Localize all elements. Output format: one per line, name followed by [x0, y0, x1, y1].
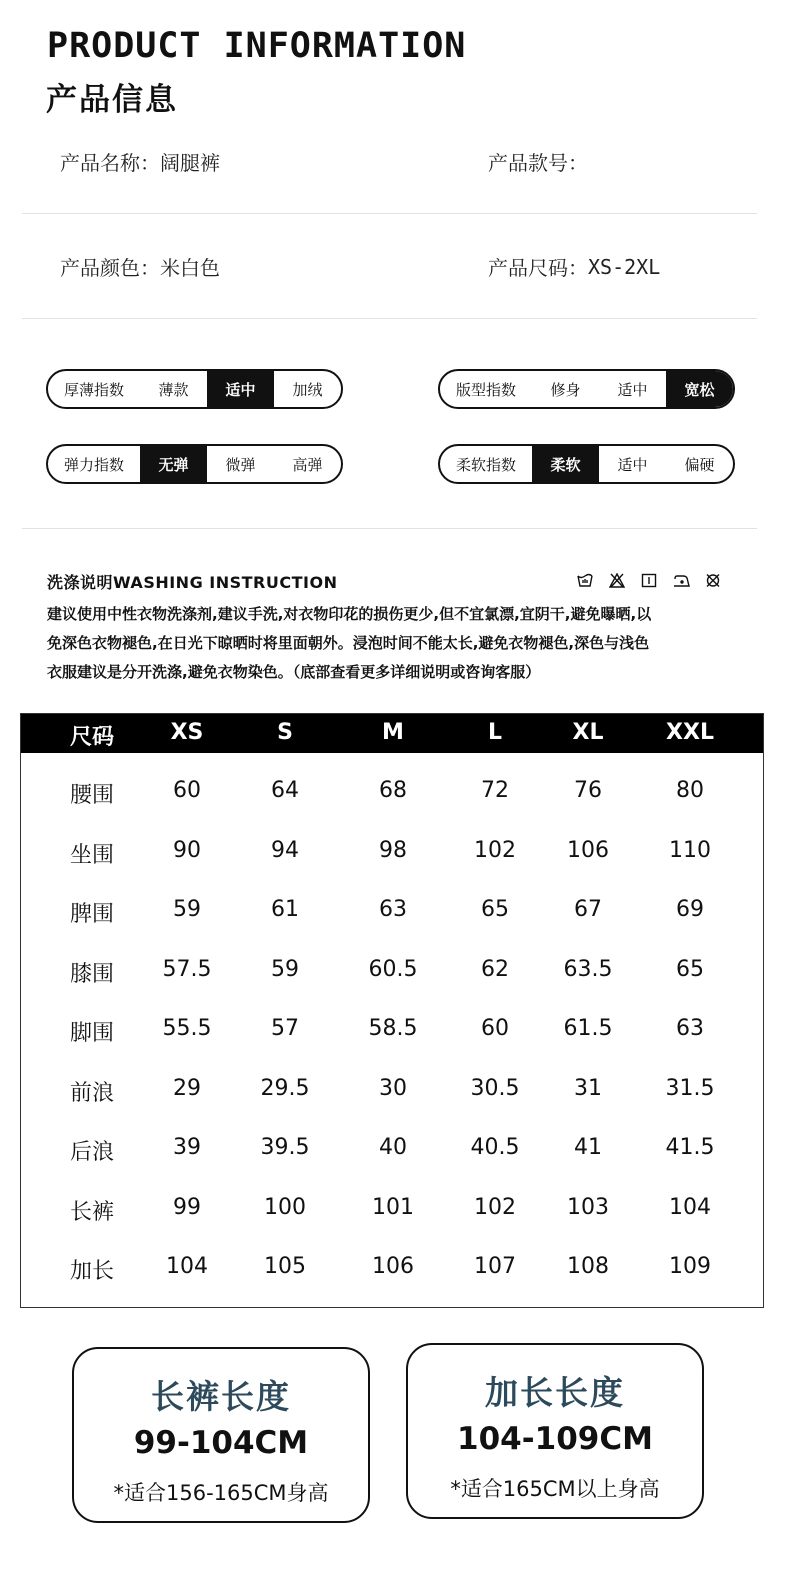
no-dry-clean-icon: [704, 571, 722, 589]
elasticity-option-none: 无弹: [140, 446, 207, 482]
product-color-label: 产品颜色：: [60, 256, 160, 280]
washing-line: 建议使用中性衣物洗涤剂,建议手洗,对衣物印花的损伤更少,但不宜氯漂,宜阴干,避免曝晒,以: [47, 605, 652, 623]
regular-length-title: 长裤长度: [151, 1377, 291, 1416]
softness-index-label: 柔软指数: [455, 455, 516, 474]
measurement-value: 102: [474, 1194, 516, 1220]
product-name-value: 阔腿裤: [160, 151, 220, 175]
measurement-name: 坐围: [69, 842, 114, 868]
softness-option-soft: 柔软: [532, 446, 599, 482]
measurement-value: 110: [669, 837, 711, 863]
washing-title: 洗涤说明WASHING INSTRUCTION: [47, 573, 338, 592]
measurement-value: 59: [173, 897, 201, 922]
measurement-value: 55.5: [162, 1016, 212, 1041]
section-divider: [22, 528, 757, 529]
measurement-name: 后浪: [69, 1140, 114, 1165]
measurement-value: 63: [379, 897, 407, 922]
no-bleach-icon: [608, 571, 626, 589]
size-table-header: [21, 714, 763, 753]
measurement-value: 108: [567, 1254, 609, 1279]
measurement-value: 101: [372, 1194, 414, 1220]
product-size-label: 产品尺码：: [488, 256, 588, 280]
measurement-value: 72: [481, 778, 509, 803]
size-header-s: S: [277, 720, 293, 745]
measurement-name: 脚围: [69, 1021, 114, 1046]
measurement-value: 39: [173, 1135, 201, 1160]
product-color-value: 米白色: [160, 256, 220, 280]
measurement-value: 68: [379, 778, 407, 803]
measurement-value: 39.5: [260, 1135, 310, 1160]
measurement-value: 61.5: [563, 1016, 613, 1041]
extended-length-card: [406, 1343, 704, 1519]
measurement-value: 59: [271, 956, 299, 982]
measurement-name: 前浪: [69, 1080, 114, 1106]
measurement-value: 60: [173, 778, 201, 803]
iron-icon: [672, 571, 690, 589]
size-header-xxl: XXL: [666, 720, 714, 745]
measurement-name: 长裤: [69, 1199, 114, 1225]
measurement-value: 106: [567, 837, 609, 863]
measurement-value: 104: [669, 1194, 711, 1220]
extended-length-range: 104-109CM: [457, 1421, 653, 1457]
measurement-value: 90: [173, 837, 201, 863]
measurement-value: 40.5: [470, 1135, 520, 1160]
title-cn: 产品信息: [46, 82, 178, 118]
elasticity-index-label: 弹力指数: [63, 455, 124, 474]
measurement-name: 膝围: [69, 961, 114, 987]
measurement-value: 64: [271, 778, 299, 803]
measurement-value: 57: [271, 1016, 299, 1041]
measurement-value: 102: [474, 837, 516, 863]
size-header-l: L: [487, 720, 503, 745]
thickness-index-label: 厚薄指数: [63, 380, 124, 399]
product-model: [488, 110, 588, 213]
extended-length-title: 加长长度: [485, 1373, 625, 1412]
washing-line: 免深色衣物褪色,在日光下晾晒时将里面朝外。浸泡时间不能太长,避免衣物褪色,深色与浅色: [47, 634, 650, 652]
washing-text: [47, 600, 747, 687]
measurement-value: 41.5: [665, 1135, 715, 1160]
measurement-value: 63.5: [563, 956, 613, 982]
measurement-value: 60.5: [368, 956, 418, 982]
measurement-value: 103: [567, 1194, 609, 1220]
title-en: PRODUCT INFORMATION: [47, 26, 467, 66]
product-size: [488, 215, 660, 318]
measurement-value: 31: [574, 1075, 602, 1101]
elasticity-option-slight: 微弹: [225, 455, 256, 474]
thickness-option-fleece: 加绒: [292, 380, 323, 399]
measurement-value: 104: [166, 1254, 208, 1279]
regular-length-range: 99-104CM: [133, 1425, 309, 1461]
elasticity-index: [46, 444, 343, 484]
softness-option-hard: 偏硬: [684, 455, 715, 474]
measurement-value: 65: [481, 897, 509, 922]
softness-index: [438, 444, 735, 484]
measurement-value: 94: [271, 837, 299, 863]
thickness-index: [46, 369, 343, 409]
measurement-value: 105: [264, 1254, 306, 1279]
tumble-dry-icon: [640, 571, 658, 589]
measurement-value: 67: [574, 897, 602, 922]
measurement-value: 80: [676, 778, 704, 803]
product-model-label: 产品款号：: [488, 151, 588, 175]
fit-option-loose: 宽松: [666, 371, 733, 407]
measurement-name: 加长: [69, 1259, 114, 1284]
measurement-value: 100: [264, 1194, 306, 1220]
measurement-value: 69: [676, 897, 704, 922]
thickness-option-thin: 薄款: [158, 380, 189, 399]
info-row-1: [22, 110, 757, 214]
measurement-value: 41: [574, 1135, 602, 1160]
measurement-value: 63: [676, 1016, 704, 1041]
info-row-2: [22, 215, 757, 319]
hand-wash-icon: [576, 571, 594, 589]
washing-icons: [576, 571, 722, 589]
softness-option-medium: 适中: [617, 455, 648, 474]
measurement-value: 31.5: [665, 1075, 715, 1101]
size-header-xl: XL: [572, 720, 604, 745]
fit-index: [438, 369, 735, 409]
product-name-label: 产品名称：: [60, 151, 160, 175]
size-table: [20, 713, 764, 1308]
measurement-value: 109: [669, 1254, 711, 1279]
measurement-value: 98: [379, 837, 407, 863]
regular-length-note: *适合156-165CM身高: [113, 1481, 329, 1505]
measurement-value: 62: [481, 956, 509, 982]
size-header-m: M: [382, 720, 404, 745]
measurement-value: 65: [676, 956, 704, 982]
extended-length-note: *适合165CM以上身高: [450, 1477, 660, 1501]
measurement-value: 30: [379, 1075, 407, 1101]
washing-line: 衣服建议是分开洗涤,避免衣物染色。（底部查看更多详细说明或咨询客服）: [47, 663, 541, 681]
fit-option-slim: 修身: [550, 380, 581, 399]
product-color: [60, 215, 220, 318]
measurement-value: 107: [474, 1254, 516, 1279]
measurement-value: 29.5: [260, 1075, 310, 1101]
measurement-name: 脾围: [69, 902, 114, 927]
measurement-value: 29: [173, 1075, 201, 1101]
measurement-value: 57.5: [162, 956, 212, 982]
measurement-value: 99: [173, 1194, 201, 1220]
measurement-value: 40: [379, 1135, 407, 1160]
size-header-xs: XS: [170, 720, 204, 745]
regular-length-card: [72, 1347, 370, 1523]
fit-index-label: 版型指数: [455, 380, 516, 399]
elasticity-option-high: 高弹: [292, 455, 323, 474]
measurement-value: 76: [574, 778, 602, 803]
size-header-label: 尺码: [69, 725, 114, 750]
measurement-value: 61: [271, 897, 299, 922]
product-size-value: XS-2XL: [588, 254, 661, 279]
measurement-value: 60: [481, 1016, 509, 1041]
thickness-option-medium: 适中: [207, 371, 274, 407]
measurement-value: 106: [372, 1254, 414, 1279]
fit-option-regular: 适中: [617, 380, 648, 399]
measurement-value: 30.5: [470, 1075, 520, 1101]
measurement-value: 58.5: [368, 1016, 418, 1041]
product-name: [60, 110, 220, 213]
measurement-name: 腰围: [69, 783, 114, 808]
